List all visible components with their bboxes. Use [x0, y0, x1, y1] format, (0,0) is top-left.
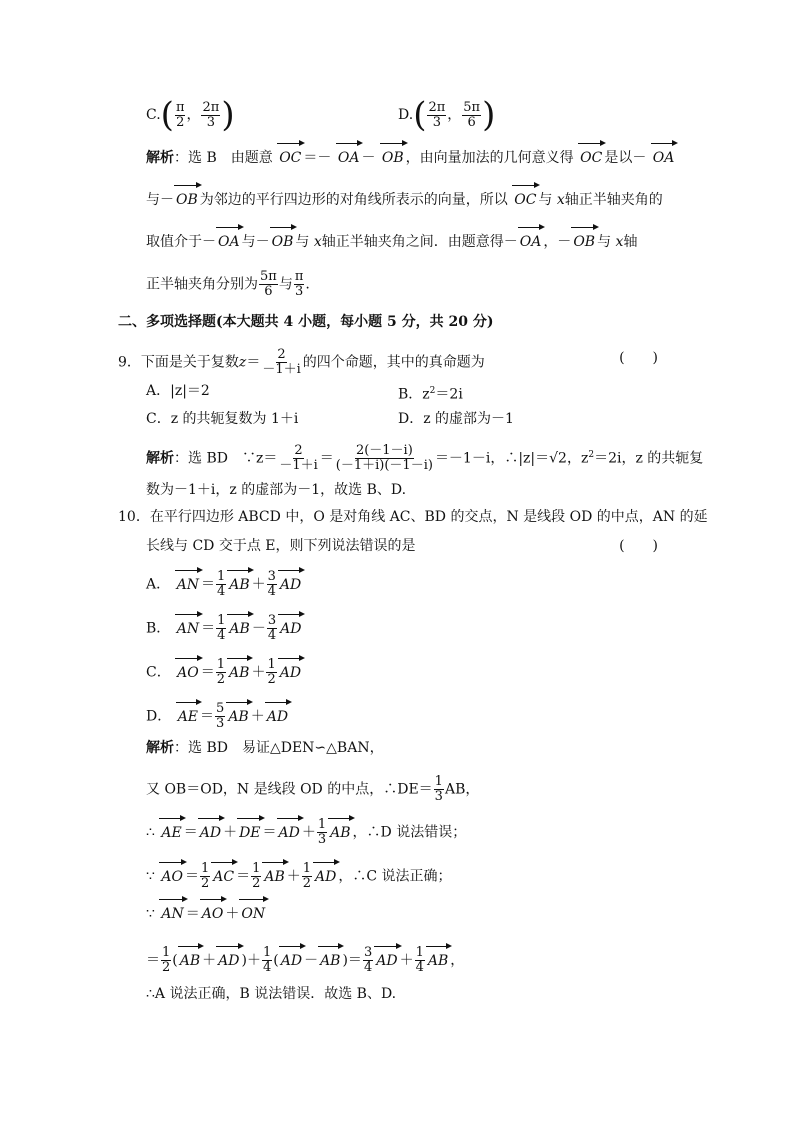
vector: AD: [315, 868, 337, 885]
paren: (: [413, 95, 427, 135]
frac-num: 1: [252, 861, 261, 876]
frac-den: －1＋i: [279, 458, 318, 473]
vector: AB: [320, 952, 341, 969]
q10-analysis-line7: ∴A 说法正确，B 说法错误．故选 B、D.: [146, 986, 397, 1002]
vector: AD: [199, 824, 222, 841]
text: 轴: [623, 234, 638, 250]
vector-oa: OA: [218, 234, 240, 250]
frac-num: 1: [200, 861, 210, 876]
vector: AD: [266, 708, 289, 725]
fraction: [251, 862, 261, 891]
frac-den: －1＋i: [262, 362, 301, 377]
text: 轴正半轴夹角之间．由题意得－: [321, 234, 518, 250]
vector-oc: OC: [514, 192, 537, 208]
vector: DE: [239, 824, 261, 841]
text: 的四个命题，其中的真命题为: [302, 354, 485, 371]
question-number: 9．: [118, 354, 141, 371]
option-label: C.: [146, 107, 161, 123]
text: 又 OB＝OD，N 是线段 OD 的中点，∴DE＝: [146, 781, 433, 798]
option-label: D．: [146, 708, 172, 725]
text: ＋: [251, 664, 266, 681]
vector: AB: [427, 952, 449, 969]
q10-analysis-line1: [146, 738, 384, 758]
text: 与: [538, 192, 553, 208]
frac-den: 3: [434, 789, 443, 804]
text: ：选 BD ∵z＝: [174, 450, 278, 467]
q10-stem-line1: [118, 507, 708, 527]
fraction: [259, 270, 278, 299]
frac-num: 3: [363, 945, 373, 960]
text: －: [304, 952, 319, 969]
text: AB，: [444, 781, 480, 798]
fraction: [215, 702, 225, 731]
vector: AE: [177, 708, 199, 725]
frac-num: 1: [217, 613, 226, 628]
text: ＝: [236, 868, 251, 885]
vector: AB: [330, 824, 351, 841]
text: ∵: [146, 906, 155, 922]
analysis-label: 解析: [146, 740, 174, 756]
text: ：选 B 由题意: [174, 150, 273, 166]
vector: AD: [279, 576, 302, 593]
frac-den: 3: [432, 114, 441, 130]
text: ，由向量加法的几何意义得: [405, 150, 574, 166]
text: ，z: [566, 450, 589, 467]
frac-den: 2: [216, 672, 226, 687]
frac-num: 1: [415, 945, 424, 960]
analysis-label: 解析: [146, 150, 174, 166]
text: 长线与 CD 交于点 E，则下列说法错误的是: [146, 538, 416, 554]
text: 是以－: [604, 150, 647, 166]
analysis8-line1: [146, 148, 676, 168]
vector: AE: [161, 824, 182, 841]
text: ＝－1－i，∴|z|＝: [434, 450, 550, 467]
q9-analysis-line2: 数为－1＋i，z 的虚部为－1，故选 B、D.: [146, 482, 407, 498]
frac-den: 6: [467, 114, 476, 130]
analysis8-line4: [146, 270, 310, 299]
q9-stem: [118, 348, 658, 377]
text: ＋: [250, 708, 265, 725]
frac-num: 2: [277, 347, 286, 362]
frac-num: 3: [267, 569, 276, 584]
fraction: [415, 946, 425, 975]
text: ，∴D 说法错误；: [352, 824, 467, 841]
frac-den: 3: [216, 716, 225, 731]
fraction: [261, 348, 301, 377]
text: 与: [597, 234, 612, 250]
q10-option-a: [146, 570, 303, 599]
vector: AD: [376, 952, 398, 969]
vector-oc: OC: [580, 150, 603, 166]
vector: AN: [161, 906, 184, 922]
superscript: 2: [588, 449, 595, 460]
text: ＝: [246, 354, 261, 371]
fraction: [294, 270, 305, 299]
fraction: [216, 614, 226, 643]
frac-den: 2: [200, 876, 210, 891]
vector: AN: [176, 576, 199, 593]
text: ＝: [185, 906, 200, 922]
q10-analysis-line5: [146, 904, 267, 924]
vector: AD: [279, 664, 302, 681]
fraction: [216, 658, 226, 687]
option-label: D.: [398, 107, 414, 123]
vector: ON: [241, 906, 266, 922]
question-number: 10．: [118, 509, 150, 525]
frac-num: 2π: [202, 99, 220, 115]
fraction: [434, 775, 444, 804]
text: ，: [450, 952, 465, 969]
vector: AO: [177, 664, 199, 681]
frac-num: 5π: [463, 99, 481, 115]
paren: ): [482, 95, 496, 135]
text: ，∴C 说法正确；: [338, 868, 452, 885]
vector: AD: [280, 952, 303, 969]
frac-den: 3: [294, 284, 304, 299]
fraction: [266, 658, 276, 687]
vector-oa: OA: [652, 150, 675, 166]
vector-ob: OB: [381, 150, 404, 166]
frac-num: 1: [262, 945, 272, 960]
text: ＋: [251, 576, 266, 593]
text: ＝: [200, 708, 215, 725]
analysis-label: 解析: [146, 450, 174, 467]
vector: AB: [264, 868, 285, 885]
q9-option-c: C．z 的共轭复数为 1＋i: [146, 411, 299, 427]
frac-num: π: [294, 269, 304, 284]
frac-den: 4: [267, 628, 277, 643]
text: ＋: [223, 824, 238, 841]
frac-den: 4: [216, 584, 226, 599]
text: ＝: [146, 952, 160, 969]
vector-ob: OB: [573, 234, 596, 250]
text: ＝－: [303, 150, 332, 166]
text: )＋: [241, 952, 261, 969]
fraction: [363, 946, 373, 975]
vector: AN: [176, 620, 200, 637]
text: .: [305, 276, 310, 293]
frac-num: 1: [317, 817, 327, 832]
frac-den: 2: [176, 114, 185, 130]
frac-num: 1: [162, 945, 171, 960]
vector: AB: [229, 664, 250, 681]
fraction: [216, 570, 226, 599]
frac-num: 3: [267, 613, 277, 628]
option-d-prev: D.( $\frac{2\pi}{3}$ ， $\frac{5\pi}{6}$ ): [398, 95, 496, 135]
fraction: [462, 101, 481, 130]
text: 与: [295, 234, 310, 250]
text: 与－: [146, 192, 174, 208]
section-note: (本大题共 4 小题，每小题 5 分，共 20 分): [216, 314, 494, 330]
vector: AD: [278, 824, 300, 841]
vector-ob: OB: [271, 234, 294, 250]
text: ＝2i，z 的共轭复: [594, 450, 704, 467]
text: －: [361, 150, 376, 166]
text: －: [251, 620, 266, 637]
vector: AO: [161, 868, 183, 885]
superscript: 2: [429, 386, 436, 396]
frac-den: 4: [217, 628, 226, 643]
frac-den: (－1＋i)(－1－i): [335, 458, 433, 473]
fraction: [267, 614, 277, 643]
frac-den: 4: [363, 960, 373, 975]
option-label: A．: [146, 576, 171, 593]
text: ＋: [225, 906, 240, 922]
text: ＝: [201, 620, 216, 637]
q10-analysis-line6: [146, 946, 464, 975]
variable-x: x: [313, 234, 322, 250]
frac-den: 2: [162, 960, 171, 975]
fraction: [267, 570, 277, 599]
q10-analysis-line2: [146, 775, 479, 804]
frac-num: 2π: [428, 99, 446, 115]
text: ＝: [200, 576, 215, 593]
text: ＋: [399, 952, 414, 969]
frac-num: 5: [216, 701, 225, 716]
frac-den: 2: [252, 876, 261, 891]
text: ＝: [200, 664, 215, 681]
sqrt: √2: [549, 450, 567, 467]
text: ＝: [184, 868, 199, 885]
fraction: [278, 444, 318, 473]
text: ＝: [262, 824, 277, 841]
fraction: [262, 946, 272, 975]
text: 正半轴夹角分别为: [146, 276, 258, 293]
frac-num: 1: [267, 657, 276, 672]
q9-analysis-line1: [146, 444, 703, 473]
vector-oa: OA: [337, 150, 360, 166]
section-title: [118, 312, 493, 332]
frac-den: 4: [262, 960, 272, 975]
text: ＝: [183, 824, 198, 841]
vector: AB: [229, 576, 250, 593]
frac-num: 1: [434, 774, 443, 789]
frac-den: 4: [267, 584, 276, 599]
vector: AB: [229, 620, 250, 637]
fraction: [317, 818, 327, 847]
variable-x: x: [615, 234, 624, 250]
fraction: [161, 946, 171, 975]
frac-den: 2: [302, 876, 312, 891]
section-heading: 二、多项选择题: [118, 314, 216, 330]
frac-num: 1: [216, 657, 226, 672]
option-label: B．: [146, 620, 171, 637]
fraction: [427, 101, 446, 130]
fraction: [175, 101, 186, 130]
text: ＋: [301, 824, 316, 841]
vector-oc: OC: [279, 150, 302, 166]
variable-x: x: [556, 192, 565, 208]
text: (: [172, 952, 178, 969]
q9-option-a: A．|z|＝2: [146, 383, 210, 399]
analysis8-line2: [146, 190, 663, 210]
variable-z: z: [238, 354, 247, 371]
q9-option-d: D．z 的虚部为－1: [398, 411, 514, 427]
text: ＋: [202, 952, 217, 969]
vector: AO: [201, 906, 224, 922]
fraction: [200, 862, 210, 891]
text: ：选 BD 易证△DEN∽△BAN，: [174, 740, 384, 756]
frac-num: 1: [216, 569, 226, 584]
vector-ob: OB: [176, 192, 198, 208]
fraction: [201, 101, 220, 130]
frac-num: 5π: [260, 269, 277, 284]
fraction: [335, 444, 434, 473]
q10-option-b: [146, 614, 303, 643]
answer-bracket: ( ): [619, 350, 658, 366]
vector: AB: [179, 952, 201, 969]
text: ∵: [146, 868, 155, 885]
text: 取值介于－: [146, 234, 216, 250]
frac-den: 6: [264, 284, 273, 299]
answer-bracket: ( ): [619, 538, 658, 554]
q10-option-d: [146, 702, 290, 731]
text: 与－: [241, 234, 270, 250]
text: (: [273, 952, 279, 969]
vector-oa: OA: [519, 234, 542, 250]
frac-den: 3: [206, 114, 216, 130]
analysis8-line3: [146, 232, 637, 252]
text: 与: [278, 276, 293, 293]
frac-num: 2: [294, 443, 303, 458]
vector: AD: [218, 952, 240, 969]
option-c-prev: C.( $\frac{\pi}{2}$ ， $\frac{2\pi}{3}$ ): [146, 95, 235, 135]
vector: AD: [280, 620, 302, 637]
text: 为邻边的平行四边形的对角线所表示的向量，所以: [199, 192, 508, 208]
q10-analysis-line4: [146, 862, 452, 891]
text: ＝2i: [435, 386, 463, 403]
frac-den: 2: [267, 672, 276, 687]
paren: ): [221, 95, 235, 135]
text: 轴正半轴夹角的: [564, 192, 663, 208]
fraction: [302, 862, 312, 891]
frac-den: 3: [317, 832, 327, 847]
q10-stem-line2: [146, 536, 658, 556]
text: ＋: [286, 868, 301, 885]
option-label: C．: [146, 664, 171, 681]
text: ∴: [146, 824, 155, 841]
frac-num: 1: [302, 861, 312, 876]
text: ＝: [319, 450, 334, 467]
vector: AB: [228, 708, 249, 725]
q10-analysis-line3: [146, 818, 466, 847]
frac-num: π: [175, 99, 185, 115]
text: ，－: [543, 234, 572, 250]
vector: AC: [213, 868, 235, 885]
text: 在平行四边形 ABCD 中，O 是对角线 AC、BD 的交点，N 是线段 OD 的中点，AN 的延: [149, 509, 708, 525]
paren: (: [160, 95, 174, 135]
text: 下面是关于复数: [140, 354, 239, 371]
frac-num: 2(－1－i): [355, 443, 413, 458]
q9-option-b: [398, 381, 463, 405]
text: B．z: [398, 386, 430, 403]
q10-option-c: [146, 658, 303, 687]
text: )＝: [342, 952, 362, 969]
frac-den: 4: [415, 960, 424, 975]
